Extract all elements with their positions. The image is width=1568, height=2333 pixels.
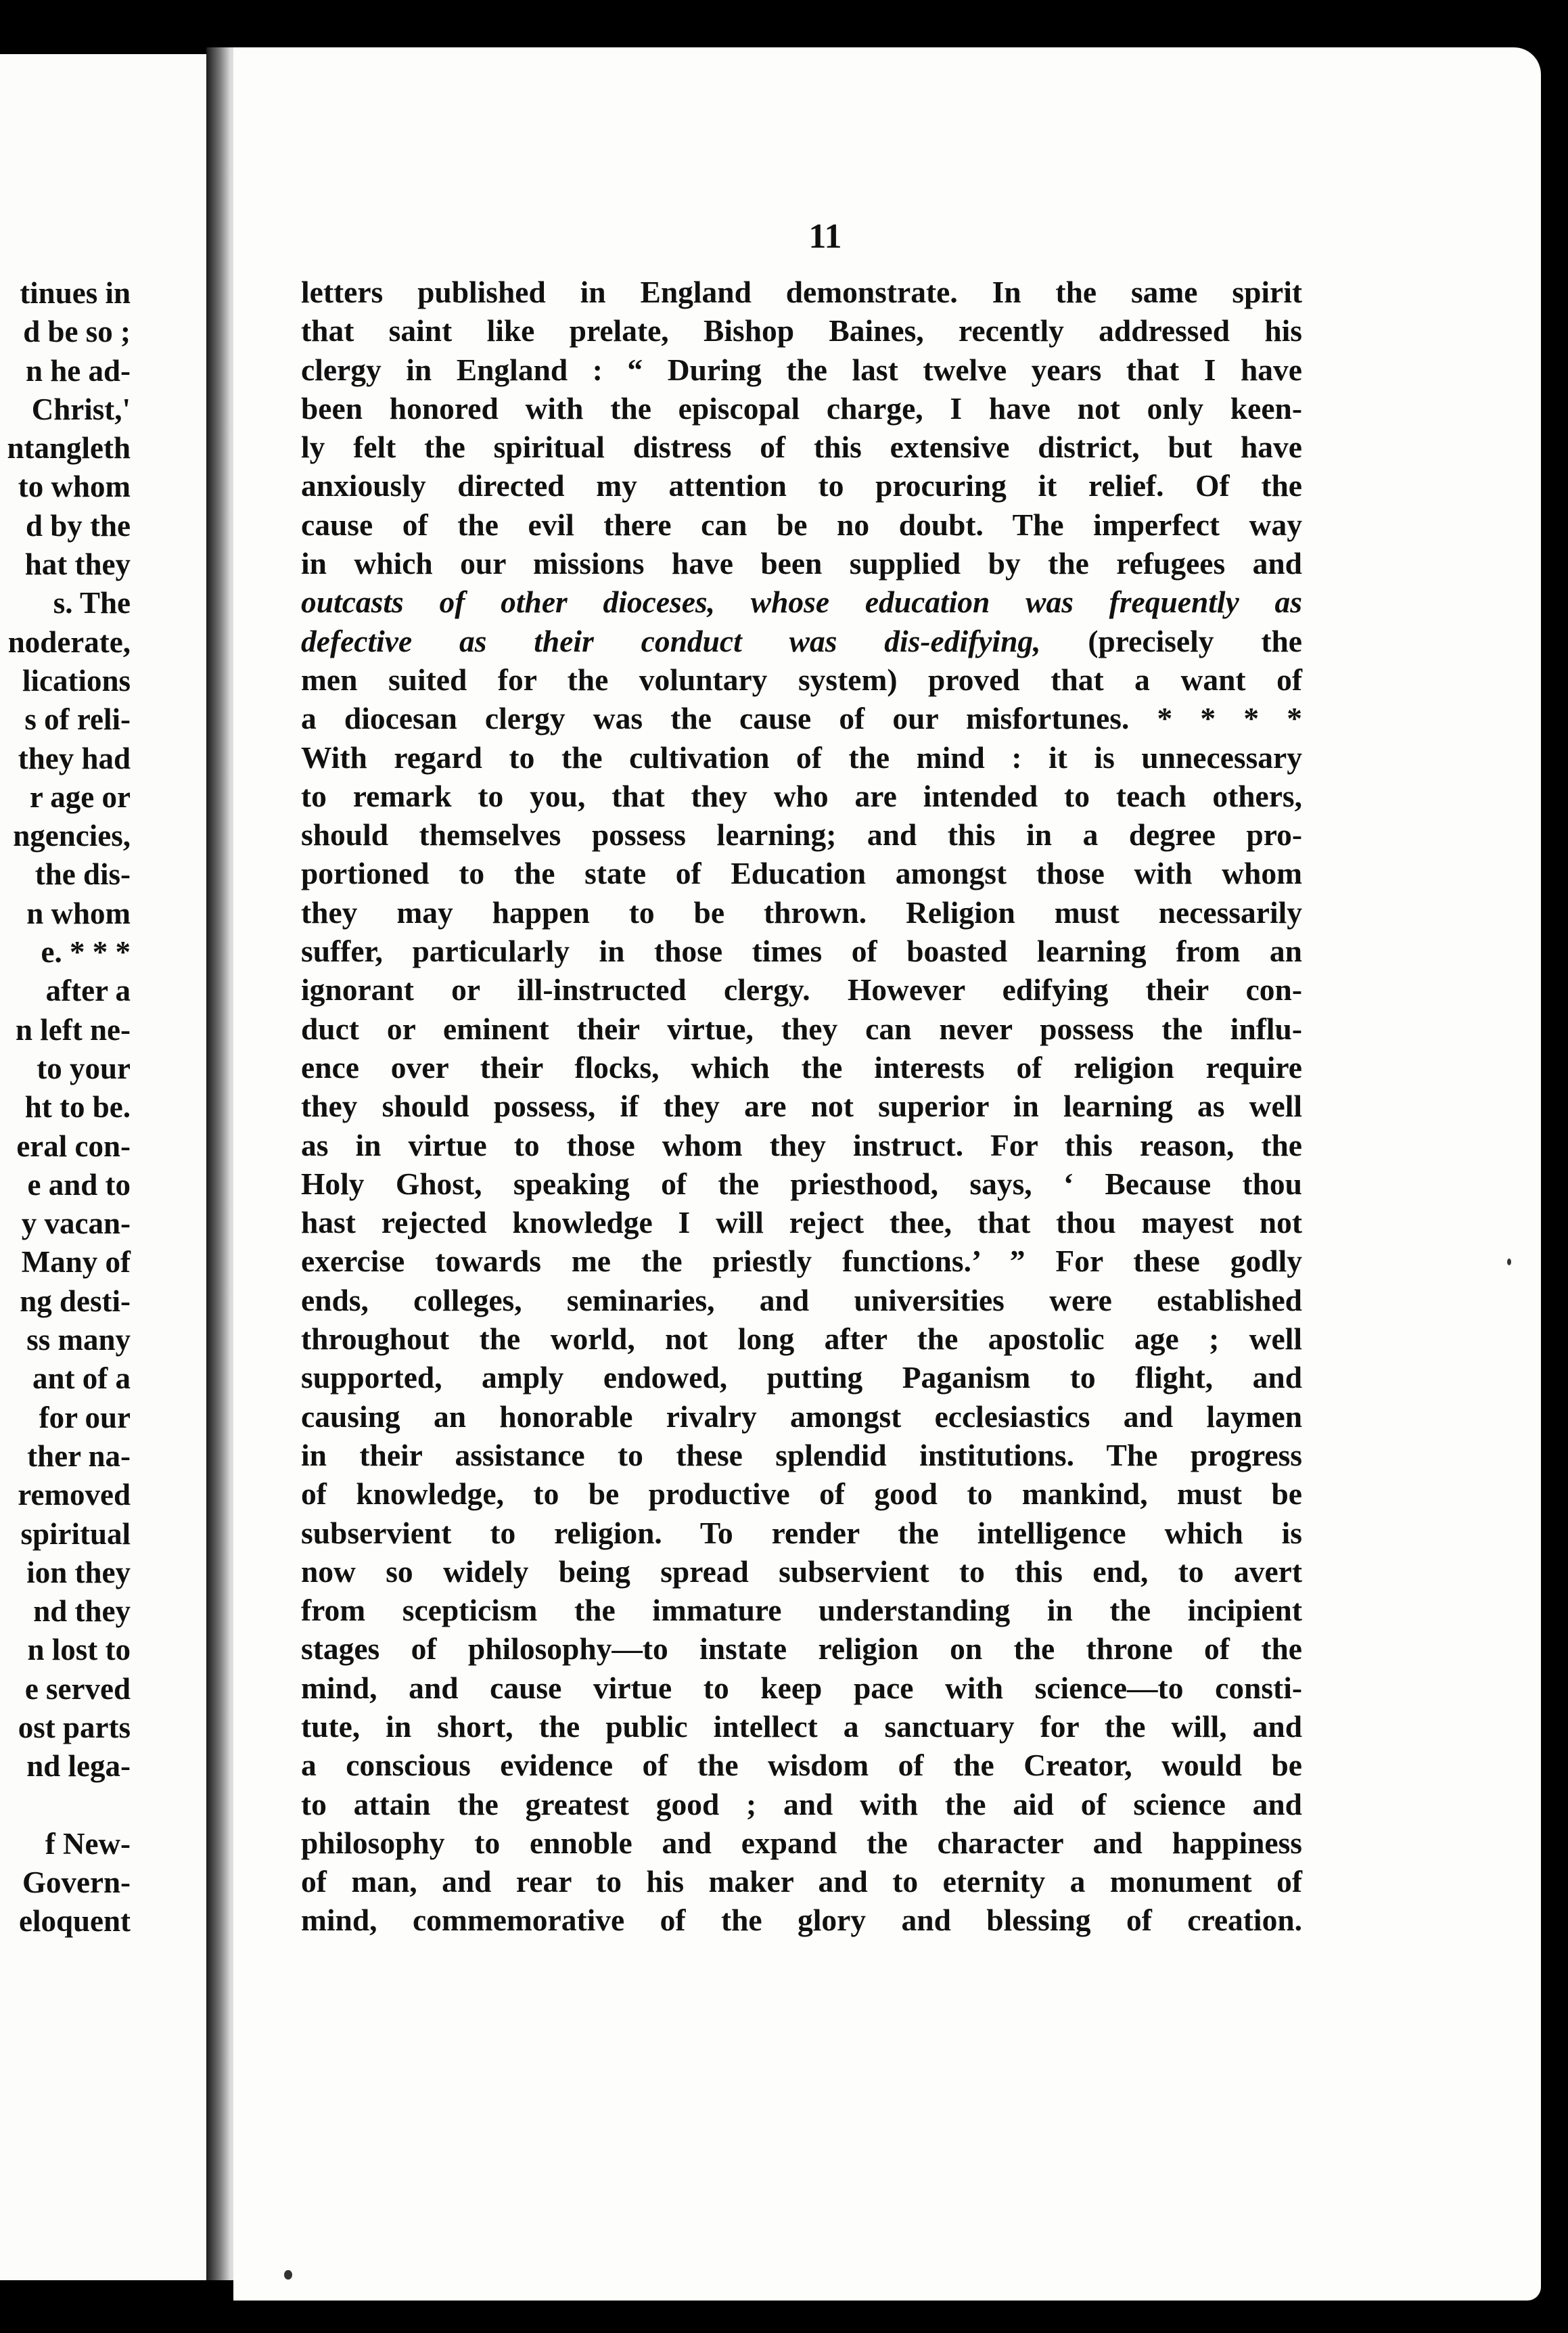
speck-mark <box>284 2270 292 2280</box>
body-line: to remark to you, that they who are intended to teach others, <box>301 778 1302 813</box>
body-line: been honored with the episcopal charge, I have not only keen- <box>301 390 1302 426</box>
body-line: they may happen to be thrown. Religion must necessarily <box>301 894 1302 930</box>
page-number: 11 <box>808 217 842 256</box>
left-page-line: ost parts <box>18 1710 131 1744</box>
body-line: mind, and cause virtue to keep pace with science—to consti- <box>301 1670 1302 1705</box>
left-page-line: s. The <box>53 586 131 620</box>
body-line: hast rejected knowledge I will reject thee, that thou mayest not <box>301 1205 1302 1240</box>
left-page-line: eloquent <box>18 1904 131 1939</box>
body-line: should themselves possess learning; and this in a degree pro- <box>301 817 1302 853</box>
left-page-line: the dis- <box>34 857 131 892</box>
body-line: ends, colleges, seminaries, and universities were established <box>301 1282 1302 1317</box>
body-line: ignorant or ill-instructed clergy. However edifying their con- <box>301 972 1302 1007</box>
body-line: in their assistance to these splendid institutions. The progress <box>301 1437 1302 1472</box>
left-page-line: n lost to <box>27 1633 131 1667</box>
italic-text: defective as their conduct was dis-edifying, <box>301 623 1041 658</box>
left-page-line: noderate, <box>7 625 131 659</box>
body-line: a diocesan clergy was the cause of our misfortunes. * * * * <box>301 701 1302 736</box>
body-line: throughout the world, not long after the apostolic age ; well <box>301 1321 1302 1357</box>
left-page-line: d be so ; <box>23 315 131 349</box>
body-line <box>301 583 1302 621</box>
speck-mark <box>1507 1259 1511 1265</box>
body-line: they should possess, if they are not superior in learning as well <box>301 1089 1302 1124</box>
body-line: men suited for the voluntary system) proved that a want of <box>301 662 1302 697</box>
left-page-text <box>0 274 206 1941</box>
body-line: letters published in England demonstrate. In the same spirit <box>301 275 1302 309</box>
body-line: causing an honorable rivalry amongst ecclesiastics and laymen <box>301 1399 1302 1434</box>
body-line: Holy Ghost, speaking of the priesthood, says, ‘ Because thou <box>301 1166 1302 1201</box>
italic-text: outcasts of other dioceses, whose education was frequently as <box>301 585 1302 620</box>
body-line: of man, and rear to his maker and to eternity a monument of <box>301 1864 1302 1899</box>
left-page-line: for our <box>39 1400 131 1434</box>
body-line: With regard to the cultivation of the mind : it is unnecessary <box>301 740 1302 775</box>
body-line: as in virtue to those whom they instruct. For this reason, the <box>301 1127 1302 1162</box>
left-page-line: s of reli- <box>24 702 131 737</box>
body-line: suffer, particularly in those times of boasted learning from an <box>301 934 1302 969</box>
left-page-line: ng desti- <box>20 1284 131 1318</box>
body-line: tute, in short, the public intellect a sanctuary for the will, and <box>301 1708 1302 1744</box>
left-page-line: eral con- <box>16 1129 131 1163</box>
body-line: now so widely being spread subservient to this end, to avert <box>301 1554 1302 1589</box>
left-page-line: ther na- <box>27 1439 131 1473</box>
left-page-line: ntangleth <box>7 431 131 466</box>
left-page <box>0 54 206 2280</box>
left-page-line: tinues in <box>20 276 131 310</box>
left-page-line: Christ,' <box>31 392 131 426</box>
left-page-line: n whom <box>26 896 131 930</box>
body-line: portioned to the state of Education amongst those with whom <box>301 856 1302 891</box>
left-page-line: they had <box>18 741 131 775</box>
left-page-line: d by the <box>25 508 131 543</box>
left-page-line: ss many <box>26 1323 131 1357</box>
body-line: exercise towards me the priestly functions.’ ” For these godly <box>301 1244 1302 1279</box>
body-line: stages of philosophy—to instate religion on the throne of the <box>301 1631 1302 1667</box>
body-line: that saint like prelate, Bishop Baines, recently addressed his <box>301 313 1302 348</box>
left-page-line: removed <box>18 1478 131 1512</box>
body-line: ly felt the spiritual distress of this extensive district, but have <box>301 430 1302 465</box>
left-page-line: r age or <box>29 779 131 814</box>
left-page-line: hat they <box>24 547 131 582</box>
body-line: anxiously directed my attention to procuring it relief. Of the <box>301 468 1302 503</box>
body-line: subservient to religion. To render the intelligence which is <box>301 1515 1302 1550</box>
left-page-line: e. * * * <box>41 935 131 970</box>
left-page-line: ion they <box>26 1555 131 1589</box>
left-page-line: f New- <box>45 1826 131 1861</box>
left-page-line: lications <box>22 663 131 698</box>
left-page-line: Many of <box>21 1245 131 1279</box>
body-text <box>301 273 1302 1940</box>
body-line: duct or eminent their virtue, they can never possess the influ- <box>301 1011 1302 1046</box>
left-page-line: Govern- <box>22 1865 131 1899</box>
body-line: to attain the greatest good ; and with the aid of science and <box>301 1786 1302 1821</box>
body-line: cause of the evil there can be no doubt. The imperfect way <box>301 507 1302 542</box>
left-page-line: nd they <box>33 1594 131 1629</box>
left-page-line: ht to be. <box>24 1090 131 1125</box>
right-page <box>233 47 1541 2301</box>
body-line: mind, commemorative of the glory and blessing of creation. <box>301 1903 1302 1938</box>
body-line: from scepticism the immature understanding in the incipient <box>301 1593 1302 1628</box>
left-page-line: e and to <box>27 1167 131 1202</box>
left-page-line <box>0 1786 206 1825</box>
left-page-line: y vacan- <box>21 1206 131 1241</box>
left-page-line: to your <box>37 1051 131 1085</box>
body-line: clergy in England : “ During the last twelve years that I have <box>301 352 1302 387</box>
body-line: a conscious evidence of the wisdom of the Creator, would be <box>301 1748 1302 1783</box>
body-line: supported, amply endowed, putting Paganism to flight, and <box>301 1360 1302 1395</box>
body-line: of knowledge, to be productive of good to mankind, must be <box>301 1476 1302 1512</box>
left-page-line: spiritual <box>20 1516 131 1551</box>
left-page-line: n he ad- <box>25 353 131 388</box>
left-page-line: nd lega- <box>26 1749 131 1784</box>
left-page-line: ngencies, <box>13 819 131 853</box>
body-line: in which our missions have been supplied by the refugees and <box>301 546 1302 581</box>
left-page-line: e served <box>24 1671 131 1706</box>
left-page-line: to whom <box>18 470 131 504</box>
body-line <box>301 622 1302 660</box>
body-line: ence over their flocks, which the interests of religion require <box>301 1049 1302 1085</box>
left-page-line: n left ne- <box>16 1012 131 1047</box>
body-line: philosophy to ennoble and expand the character and happiness <box>301 1825 1302 1860</box>
body-line-rest: (precisely the <box>1040 623 1303 658</box>
left-page-line: after a <box>45 974 131 1008</box>
left-page-line: ant of a <box>32 1361 131 1396</box>
